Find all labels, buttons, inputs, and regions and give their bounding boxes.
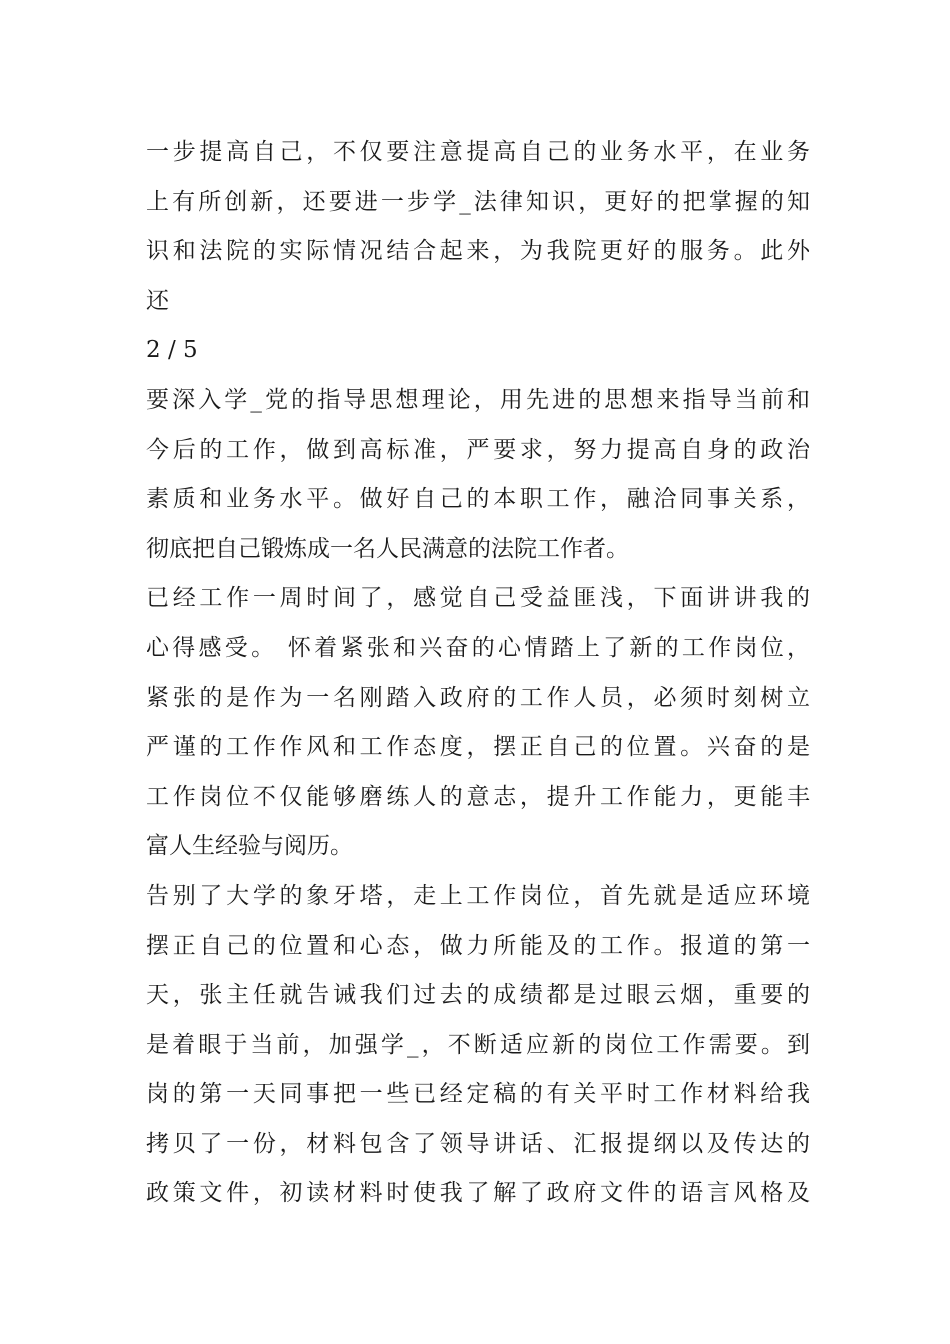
text-line: 要深入学_党的指导思想理论，用先进的思想来指导当前和 <box>146 386 810 413</box>
text-line: 政策文件，初读材料时使我了解了政府文件的语言风格及 <box>146 1180 810 1207</box>
text-line: 心得感受。 怀着紧张和兴奋的心情踏上了新的工作岗位， <box>146 634 810 661</box>
text-line: 告别了大学的象牙塔，走上工作岗位，首先就是适应环境 <box>146 882 810 909</box>
paragraph-first-week <box>146 574 810 872</box>
text-line: 识和法院的实际情况结合起来，为我院更好的服务。此外 <box>146 238 810 265</box>
text-line: 还 <box>146 287 169 314</box>
text-line: 素质和业务水平。做好自己的本职工作，融洽同事关系， <box>146 486 810 513</box>
text-line: 一步提高自己，不仅要注意提高自己的业务水平，在业务 <box>146 139 810 165</box>
text-line: 天，张主任就告诫我们过去的成绩都是过眼云烟，重要的 <box>146 982 810 1009</box>
document-page <box>146 128 810 1219</box>
text-line: 严谨的工作作风和工作态度，摆正自己的位置。兴奋的是 <box>146 734 810 761</box>
paragraph-adapting <box>146 872 810 1219</box>
text-line: 摆正自己的位置和心态，做力所能及的工作。报道的第一 <box>146 932 810 959</box>
text-line: 拷贝了一份，材料包含了领导讲话、汇报提纲以及传达的 <box>146 1130 810 1157</box>
text-line: 紧张的是作为一名刚踏入政府的工作人员，必须时刻树立 <box>146 684 810 711</box>
text-line: 是着眼于当前，加强学_，不断适应新的岗位工作需要。到 <box>146 1031 810 1058</box>
text-line: 今后的工作，做到高标准，严要求，努力提高自身的政治 <box>146 436 810 463</box>
paragraph-continuation <box>146 128 810 326</box>
text-line: 工作岗位不仅能够磨练人的意志，提升工作能力，更能丰 <box>146 783 810 810</box>
paragraph-study <box>146 376 810 574</box>
text-line: 上有所创新，还要进一步学_法律知识，更好的把掌握的知 <box>146 188 810 215</box>
text-line: 彻底把自己锻炼成一名人民满意的法院工作者。 <box>146 535 629 562</box>
text-line: 已经工作一周时间了，感觉自己受益匪浅，下面讲讲我的 <box>146 585 810 612</box>
text-line: 岗的第一天同事把一些已经定稿的有关平时工作材料给我 <box>146 1081 810 1108</box>
page-number: 2 / 5 <box>146 337 198 364</box>
text-line: 富人生经验与阅历。 <box>146 833 353 860</box>
